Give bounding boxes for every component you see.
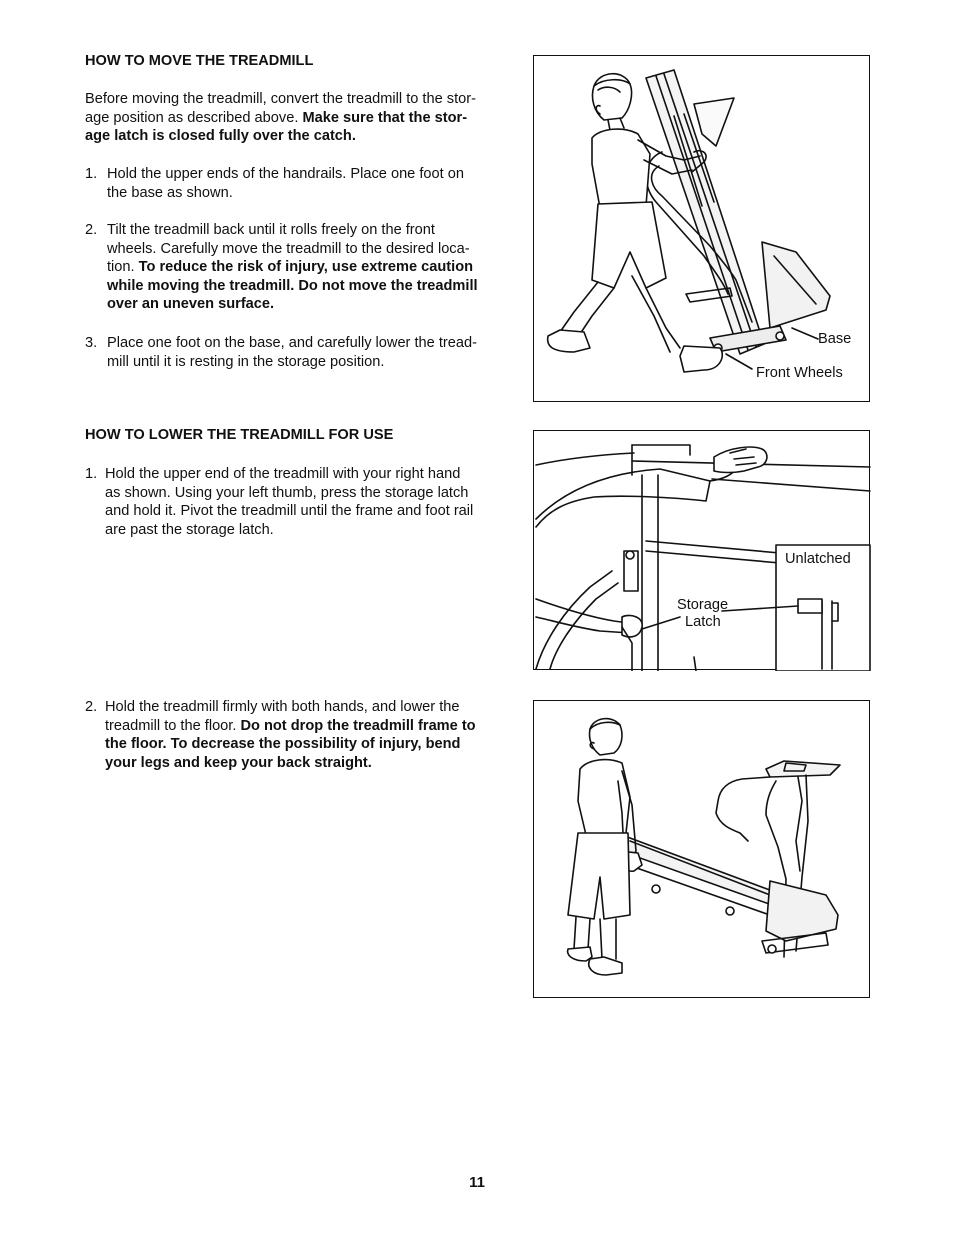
label-latch: Latch <box>685 614 721 630</box>
step-number: 1. <box>85 166 98 182</box>
lowering-treadmill-illustration <box>534 701 871 999</box>
step-line-plain: tion. <box>107 259 139 276</box>
step-line: Hold the upper ends of the handrails. Place one foot on <box>107 166 464 182</box>
page-number: 11 <box>469 1174 485 1191</box>
step-line: the base as shown. <box>107 184 233 201</box>
step-line: mill until it is resting in the storage position. <box>107 353 385 370</box>
step-line-bold: your legs and keep your back straight. <box>105 754 372 771</box>
step-number: 2. <box>85 222 98 238</box>
label-front-wheels: Front Wheels <box>756 365 843 381</box>
figure-moving-treadmill <box>533 55 870 402</box>
intro-line-2: age position as described above. <box>85 109 303 126</box>
step-line: Tilt the treadmill back until it rolls freely on the front <box>107 222 435 238</box>
step-line: wheels. Carefully move the treadmill to the desired loca- <box>107 240 470 257</box>
label-unlatched: Unlatched <box>785 551 851 567</box>
step-line-bold: Do not drop the treadmill frame to <box>240 717 476 734</box>
step-line: Hold the treadmill firmly with both hands, and lower the <box>105 699 460 715</box>
figure-lowering-treadmill <box>533 700 870 998</box>
section-heading-lower: HOW TO LOWER THE TREADMILL FOR USE <box>85 427 394 443</box>
moving-treadmill-illustration <box>534 56 871 403</box>
step-number: 3. <box>85 335 98 351</box>
label-storage: Storage <box>677 597 729 613</box>
move-step-2 <box>85 221 515 316</box>
section-heading-move: HOW TO MOVE THE TREADMILL <box>85 53 314 69</box>
figure-storage-latch <box>533 430 870 670</box>
move-step-1 <box>85 165 515 205</box>
step-line-bold: To reduce the risk of injury, use extreme caution <box>138 259 474 276</box>
step-line-bold: over an uneven surface. <box>107 296 275 313</box>
intro-line-3-bold: age latch is closed fully over the catch. <box>85 128 356 145</box>
label-base: Base <box>818 331 852 347</box>
step-number: 2. <box>85 699 98 715</box>
intro-line-1: Before moving the treadmill, convert the treadmill to the stor- <box>85 91 476 107</box>
step-line: and hold it. Pivot the treadmill until the frame and foot rail <box>105 503 474 520</box>
step-line-bold: the floor. To decrease the possibility of injury, bend <box>105 736 461 753</box>
lower-step-1 <box>85 465 515 541</box>
lower-step-2 <box>85 698 515 774</box>
step-line-plain: treadmill to the floor. <box>105 717 241 734</box>
step-line: as shown. Using your left thumb, press the storage latch <box>105 484 469 501</box>
step-line: are past the storage latch. <box>105 521 274 538</box>
step-line: Place one foot on the base, and carefully lower the tread- <box>107 335 477 351</box>
move-intro-paragraph <box>85 90 515 146</box>
step-line: Hold the upper end of the treadmill with your right hand <box>105 466 461 482</box>
step-number: 1. <box>85 466 98 482</box>
step-line-bold: while moving the treadmill. Do not move the treadmill <box>107 277 478 294</box>
move-step-3 <box>85 334 515 374</box>
intro-line-2-bold: Make sure that the stor- <box>302 109 468 126</box>
